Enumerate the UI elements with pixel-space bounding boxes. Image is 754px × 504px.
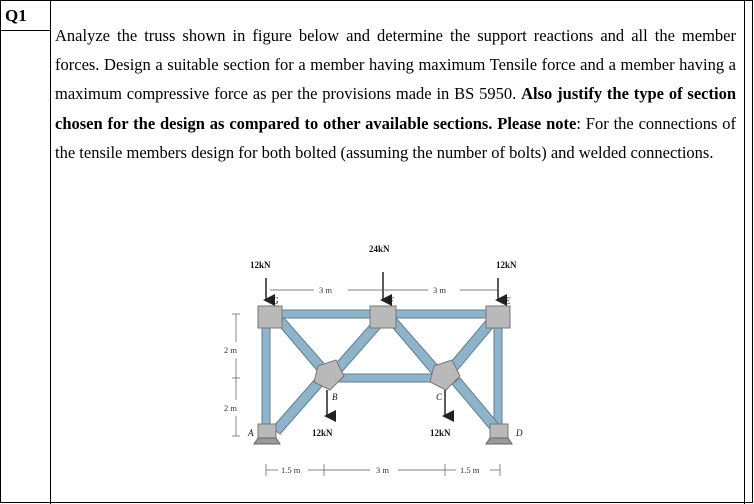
truss-figure xyxy=(220,238,550,498)
truss-diagram xyxy=(220,238,550,498)
gusset-G xyxy=(258,306,282,328)
column-divider xyxy=(50,0,51,504)
member-AB xyxy=(272,378,324,434)
question-text xyxy=(55,21,736,167)
dim-bottom-center: 3 m xyxy=(376,465,389,475)
dim-height-upper: 2 m xyxy=(224,345,237,355)
member-ED xyxy=(494,322,502,434)
column-divider-right xyxy=(744,0,745,504)
member-GA xyxy=(262,322,270,434)
node-label-D: D xyxy=(516,428,523,438)
gusset-F xyxy=(370,306,396,328)
member-FE xyxy=(388,310,496,318)
question-text-bold: Also justify the type of section chosen for the design as compared to other available sections. Please note xyxy=(55,84,736,133)
load-label-top-right: 12kN xyxy=(496,260,517,270)
dim-bottom-right: 1.5 m xyxy=(460,465,480,475)
dim-top-right: 3 m xyxy=(433,285,446,295)
supports xyxy=(254,438,512,444)
node-label-B: B xyxy=(332,392,338,402)
node-label-G: G xyxy=(272,296,279,306)
row-divider xyxy=(0,30,50,31)
dim-top-left: 3 m xyxy=(319,285,332,295)
load-label-bottom-left: 12kN xyxy=(312,428,333,438)
support-A xyxy=(254,438,280,444)
node-label-F: F xyxy=(388,296,394,306)
question-text-part1: Analyze the truss shown in figure below and determine the support reactions and all the member forces. Design a suitable section for a member having maximum Tensile force and a member having a maximum compressive force as per the provisions made in BS 5950. xyxy=(55,26,736,104)
dim-height-lower: 2 m xyxy=(224,403,237,413)
truss-members xyxy=(262,310,502,434)
gusset-plates xyxy=(258,306,510,440)
node-label-C: C xyxy=(436,392,443,402)
dim-bottom-left: 1.5 m xyxy=(281,465,301,475)
gusset-E xyxy=(486,306,510,328)
question-number: Q1 xyxy=(5,6,27,25)
support-D xyxy=(486,438,512,444)
node-label-A: A xyxy=(248,428,254,438)
load-label-top-left: 12kN xyxy=(250,260,271,270)
load-label-bottom-right: 12kN xyxy=(430,428,451,438)
question-text-part2: : For the connections of the tensile members design for both bolted (assuming the number of bolts) and welded connections. xyxy=(55,113,737,162)
load-label-top-center: 24kN xyxy=(369,244,390,254)
member-GF xyxy=(276,310,380,318)
node-label-E: E xyxy=(505,296,511,306)
